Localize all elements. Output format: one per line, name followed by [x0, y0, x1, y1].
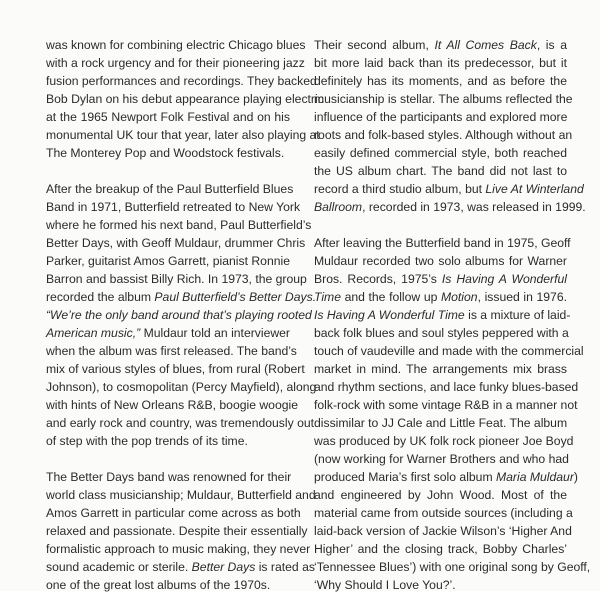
text-run: Band in 1971, Butterfield retreated to New York [46, 200, 301, 214]
text-line [46, 126, 320, 144]
text-line [46, 396, 299, 414]
text-run: recorded the album [46, 290, 155, 304]
text-line [314, 450, 567, 468]
text-line [314, 324, 567, 342]
text-run: laid-back version of Jackie Wilson’s ‘Higher And [314, 524, 572, 538]
text-line [314, 54, 567, 72]
text-run: sound academic or sterile. [46, 560, 192, 574]
text-run: After leaving the Butterfield band in 1975, Geoff [314, 236, 571, 250]
text-run: is a mixture of laid- [464, 308, 571, 322]
text-run: relaxed and passionate. Despite their essentially [46, 524, 308, 538]
text-line [46, 360, 305, 378]
text-line [314, 36, 567, 54]
text-run: was known for combining electric Chicago blues [46, 38, 306, 52]
text-line [314, 198, 586, 216]
paragraph [314, 234, 591, 594]
text-run: Their second album, [314, 38, 435, 52]
text-run: Muldaur recorded two solo albums for Warner [314, 254, 567, 268]
text-run: musicianship is stellar. The albums reflected the [314, 92, 573, 106]
text-run: The Better Days band was renowned for their [46, 470, 292, 484]
left-column [46, 36, 324, 594]
text-line [46, 72, 317, 90]
text-line [314, 162, 567, 180]
italic-text-run: Is Having A Wonderful Time [314, 308, 465, 322]
italic-text-run: Is Having A Wonderful [441, 272, 567, 286]
italic-text-run: Better Days [191, 560, 256, 574]
text-run: when the album was first released. The band’s [46, 344, 297, 358]
text-run: with a rock urgency and for their pioneering jazz [46, 56, 305, 70]
text-line [314, 558, 591, 576]
text-line [46, 504, 301, 522]
text-run: Higher’ and the closing track, Bobby Charles’ [314, 542, 567, 556]
text-run: , issued in 1976. [477, 290, 567, 304]
text-line [46, 342, 297, 360]
text-line [314, 378, 579, 396]
text-line [314, 72, 567, 90]
text-line [46, 414, 315, 432]
text-line [314, 234, 571, 252]
text-run: at the 1965 Newport Folk Festival and on his [46, 110, 290, 124]
text-run: is rated as [255, 560, 315, 574]
text-line [46, 54, 305, 72]
text-line [314, 180, 584, 198]
text-run: definitely has its moments, and as before the [314, 74, 567, 88]
paragraph [314, 36, 586, 216]
text-line [46, 180, 294, 198]
text-run: The Monterey Pop and Woodstock festivals. [46, 146, 285, 160]
text-run: Better Days, with Geoff Muldaur, drummer Chris [46, 236, 306, 250]
text-run: world class musicianship; Muldaur, Butterfield and [46, 488, 316, 502]
text-line [314, 576, 567, 594]
text-run: , recorded in 1973, was released in 1999. [362, 200, 586, 214]
text-run: influence of the participants and explored more [314, 110, 568, 124]
text-run: roots and folk-based styles. Although without an [314, 128, 573, 142]
paragraph [46, 180, 317, 450]
text-line [314, 306, 571, 324]
text-run: and rhythm sections, and lace funky blues-based [314, 380, 579, 394]
text-line [314, 504, 573, 522]
text-line [314, 126, 573, 144]
text-run: ‘Why Should I Love You?’. [314, 578, 456, 592]
text-line [314, 540, 567, 558]
text-line [46, 378, 317, 396]
text-line [46, 540, 311, 558]
text-run: market in mind. The arrangements mix brass [314, 362, 567, 376]
paragraph [46, 468, 316, 594]
text-run: one of the great lost albums of the 1970s. [46, 578, 271, 592]
text-line [314, 108, 567, 126]
text-run: fusion performances and recordings. They backed [46, 74, 317, 88]
text-line [314, 252, 567, 270]
text-run: touch of vaudeville and made with the commercial [314, 344, 584, 358]
text-run: Bob Dylan on his debut appearance playing electric [46, 92, 324, 106]
text-run: Johnson), to cosmopolitan (Percy Mayfield), along [46, 380, 317, 394]
text-line [46, 144, 290, 162]
text-run: , is a [536, 38, 567, 52]
text-line [46, 198, 301, 216]
text-line [46, 270, 307, 288]
text-run: of step with the pop trends of its time. [46, 434, 248, 448]
text-run: produced Maria’s first solo album [314, 470, 496, 484]
text-run: After the breakup of the Paul Butterfield Blues [46, 182, 294, 196]
text-run: material came from outside sources (including a [314, 506, 573, 520]
text-line [314, 360, 567, 378]
text-run: back folk blues and soul styles peppered with a [314, 326, 569, 340]
text-run: folk-rock with some vintage R&B in a manner not [314, 398, 578, 412]
text-line [314, 144, 567, 162]
text-line [46, 288, 317, 306]
text-run: Muldaur told an interviewer [140, 326, 290, 340]
text-run: monumental UK tour that year, later also playing at [46, 128, 320, 142]
text-line [46, 576, 290, 594]
italic-text-run: Live At Winterland [485, 182, 584, 196]
text-run: ) [573, 470, 578, 484]
italic-text-run: Time [314, 290, 341, 304]
text-line [46, 36, 306, 54]
text-run: Parker, guitarist Amos Garrett, pianist Ronnie [46, 254, 290, 268]
text-run: was produced by UK folk rock pioneer Joe Boyd [314, 434, 574, 448]
text-line [314, 414, 567, 432]
italic-text-run: American music,” [46, 326, 141, 340]
text-run: bit more laid back than its predecessor, but it [314, 56, 567, 70]
text-line [46, 216, 312, 234]
italic-text-run: It All Comes Back [434, 38, 537, 52]
text-line [46, 558, 315, 576]
text-run: easily defined commercial style, both reached [314, 146, 567, 160]
text-line [46, 306, 312, 324]
text-run: where he formed his next band, Paul Butterfield’s [46, 218, 312, 232]
text-run: (now working for Warner Brothers and who had [314, 452, 569, 466]
text-run: and engineered by John Wood. Most of the [314, 488, 567, 502]
text-line [46, 324, 290, 342]
italic-text-run: Ballroom [314, 200, 363, 214]
text-run: dissimilar to JJ Cale and Little Feat. The album [314, 416, 568, 430]
text-run: Bros. Records, 1975’s [314, 272, 442, 286]
text-run: record a third studio album, but [314, 182, 486, 196]
text-line [46, 234, 306, 252]
text-line [46, 252, 290, 270]
text-line [46, 108, 290, 126]
text-run: Amos Garrett in particular come across as both [46, 506, 301, 520]
text-run: ‘Tennessee Blues’) with one original song by Geoff, [314, 560, 591, 574]
text-line [46, 90, 324, 108]
right-column [314, 36, 591, 594]
text-line [314, 90, 573, 108]
text-line [314, 522, 572, 540]
text-run: with hints of New Orleans R&B, boogie woogie [46, 398, 299, 412]
text-run: Barron and bassist Billy Rich. In 1973, the group [46, 272, 307, 286]
text-run: and early rock and country, was tremendously out [46, 416, 315, 430]
text-line [314, 486, 567, 504]
italic-text-run: Maria Muldaur [496, 470, 574, 484]
text-line [314, 468, 578, 486]
text-line [314, 270, 567, 288]
text-line [314, 288, 567, 306]
text-run: formalistic approach to music making, they never [46, 542, 311, 556]
text-line [46, 486, 316, 504]
paragraph [46, 36, 324, 162]
text-line [46, 432, 290, 450]
text-run: mix of various styles of blues, from rural (Robert [46, 362, 305, 376]
italic-text-run: Motion [440, 290, 478, 304]
text-line [46, 468, 290, 486]
text-line [314, 342, 584, 360]
text-line [314, 396, 578, 414]
text-line [314, 432, 574, 450]
text-line [46, 522, 308, 540]
text-run: and the follow up [340, 290, 441, 304]
italic-text-run: Paul Butterfield’s Better Days. [154, 290, 317, 304]
text-run: the US album chart. The band did not last to [314, 164, 567, 178]
italic-text-run: “We’re the only band around that’s playing rooted [46, 308, 312, 322]
